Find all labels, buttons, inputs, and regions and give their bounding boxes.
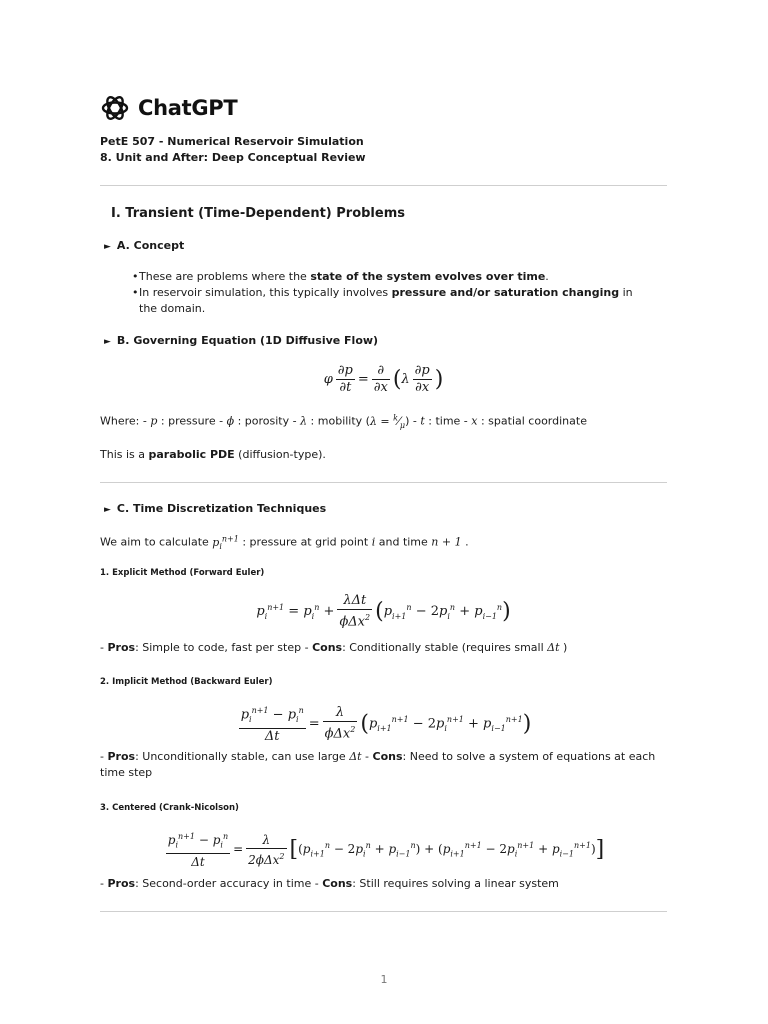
subsection-discretization-heading: ► C. Time Discretization Techniques — [104, 502, 327, 515]
governing-equation: φ $\frac{\partial p}{\partial t}$ = $\frac{\partial}{\partial x}$ (λ $\frac{\partial p}{\partial x}$ ) — [323, 363, 444, 395]
document-subtitle: 8. Unit and After: Deep Conceptual Review — [100, 151, 366, 164]
explicit-pros-cons: - Pros: Simple to code, fast per step - Cons: Conditionally stable (requires small Δt ) — [100, 641, 568, 654]
brand-name: ChatGPT — [138, 96, 238, 120]
implicit-pros-cons: - Pros: Unconditionally stable, can use large Δt - Cons: Need to solve a system of equations at each time step — [100, 750, 656, 779]
course-title: PetE 507 - Numerical Reservoir Simulation — [100, 135, 364, 148]
triangle-right-icon: ► — [104, 505, 111, 515]
brand-logo — [100, 93, 237, 123]
centered-pros-cons: - Pros: Second-order accuracy in time - Cons: Still requires solving a linear system — [100, 877, 559, 890]
crank-nicolson-equation: $\frac{p_i^{n+1} - p_i^n}{\Delta t}$ = $\frac{\lambda}{2\phi\Delta x^2}$ $[(p_{i+1}^n - 2p_i^n + p_{i-1}^n) + (p_{i+1}^{n+1} - 2p_i^{n+1} + p_{i-1}^{n+1})]$ — [100, 829, 667, 870]
implicit-method-title: 2. Implicit Method (Backward Euler) — [100, 677, 273, 687]
parabolic-note: This is a parabolic PDE (diffusion-type). — [100, 448, 326, 461]
variable-definitions: Where: - p : pressure - ϕ : porosity - λ : mobility $(\lambda = ^k⁄_\mu) - t$ : time - x : spatial coordinate — [100, 413, 587, 430]
bullet-item: •These are problems where the state of the system evolves over time. — [132, 270, 549, 283]
aim-statement: We aim to calculate $p_i^{n+1}$ : pressure at grid point i and time n + 1 . — [100, 534, 469, 551]
triangle-right-icon: ► — [104, 337, 111, 347]
bullet-item: •In reservoir simulation, this typically involves pressure and/or saturation changing in the domain. — [132, 286, 633, 315]
divider — [100, 185, 667, 186]
explicit-method-title: 1. Explicit Method (Forward Euler) — [100, 568, 265, 578]
implicit-equation: $\frac{p_i^{n+1} - p_i^n}{\Delta t}$ = $\frac{\lambda}{\phi\Delta x^2}$ $(p_{i+1}^{n+1} - 2p_i^{n+1} + p_{i-1}^{n+1})$ — [100, 703, 667, 745]
page-number: 1 — [380, 973, 388, 986]
divider — [100, 911, 667, 912]
triangle-right-icon: ► — [104, 242, 111, 252]
section-title: I. Transient (Time-Dependent) Problems — [111, 206, 405, 221]
centered-method-title: 3. Centered (Crank-Nicolson) — [100, 803, 239, 813]
explicit-equation: $p_i^{n+1} = p_i^n$ + $\frac{\text{λΔt}}{\phi\Delta x^2}$ $(p_{i+1}^n - 2p_i^n + p_{i-1}^n)$ — [256, 593, 511, 630]
subsection-concept-heading: ► A. Concept — [104, 239, 185, 252]
subsection-governing-heading: ► B. Governing Equation (1D Diffusive Flow) — [104, 334, 379, 347]
openai-logo-icon — [100, 93, 130, 123]
divider — [100, 482, 667, 483]
